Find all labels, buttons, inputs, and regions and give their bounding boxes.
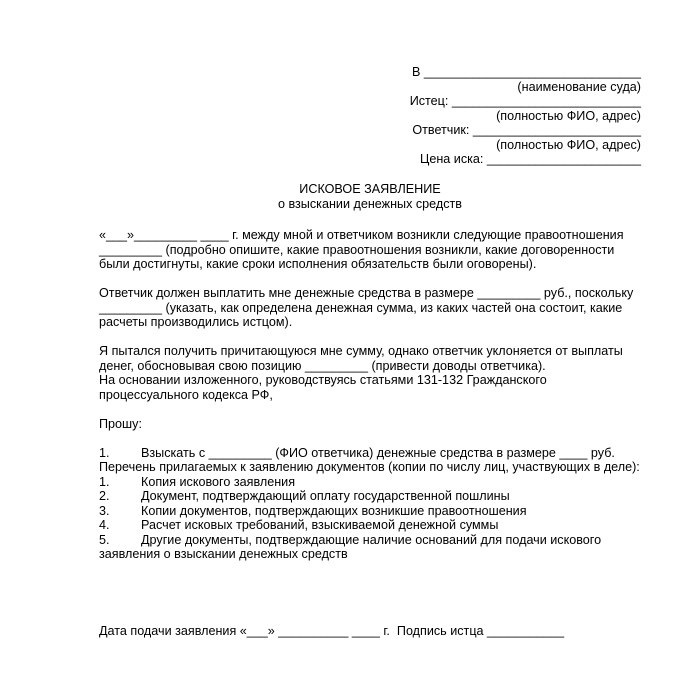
list-item bbox=[99, 504, 644, 519]
document-subtitle: о взыскании денежных средств bbox=[277, 196, 463, 211]
document-title-block bbox=[100, 182, 640, 211]
request-item-text: Взыскать с _________ (ФИО ответчика) денежные средства в размере ____ руб. bbox=[141, 445, 615, 460]
plaintiff-line: Истец: ___________________________ bbox=[409, 94, 641, 108]
request-heading: Прошу: bbox=[99, 416, 142, 431]
list-item-text: Копия искового заявления bbox=[141, 474, 296, 489]
paragraph-evasion: Я пытался получить причитающуюся мне сумму, однако ответчик уклоняется от выплаты денег, обосновывая свою позицию _________ (привести доводы ответчика). bbox=[99, 344, 623, 373]
list-item-text: Расчет исковых требований, взыскиваемой денежной суммы bbox=[141, 518, 499, 532]
document-body bbox=[99, 228, 644, 562]
document-footer: Дата подачи заявления «___» __________ ____ г. Подпись истца ___________ bbox=[99, 624, 565, 638]
attachments-list bbox=[99, 475, 644, 562]
list-item-text: Копии документов, подтверждающих возникшие правоотношения bbox=[141, 503, 527, 518]
list-item-number: 3. bbox=[99, 503, 110, 518]
list-item-wrapped bbox=[99, 533, 644, 562]
attachments-intro: Перечень прилагаемых к заявлению документов (копии по числу лиц, участвующих в деле): bbox=[99, 460, 640, 474]
paragraph-legal-basis: На основании изложенного, руководствуясь статьями 131-132 Гражданского процессуального кодекса РФ, bbox=[99, 373, 547, 402]
defendant-line: Ответчик: ________________________ bbox=[412, 123, 641, 137]
list-item-text: Другие документы, подтверждающие наличие оснований для подачи искового заявления о взыскании денежных средств bbox=[99, 532, 602, 561]
request-item bbox=[99, 446, 644, 461]
list-item-number: 5. bbox=[99, 532, 110, 547]
list-item-number: 4. bbox=[99, 518, 110, 532]
paragraph-relations: «___»_________ ____ г. между мной и ответчиком возникли следующие правоотношения _________ (подробно опишите, какие правоотношения возникли, какие договоренности были достигнуты, какие сроки исполнения обязательств были оговорены). bbox=[99, 228, 624, 271]
court-line: В _______________________________ bbox=[411, 65, 641, 79]
document-title: ИСКОВОЕ ЗАЯВЛЕНИЕ bbox=[299, 182, 441, 196]
list-item-number: 1. bbox=[99, 474, 110, 489]
court-hint: (наименование суда) bbox=[517, 79, 641, 94]
claim-price-line: Цена иска: ______________________ bbox=[420, 152, 641, 166]
list-item bbox=[99, 489, 644, 504]
list-item bbox=[99, 475, 644, 490]
list-item-number: 2. bbox=[99, 489, 110, 503]
paragraph-amount: Ответчик должен выплатить мне денежные средства в размере _________ руб., поскольку _________ (указать, как определена денежная сумма, из каких частей она состоит, какие расчеты производились истцом). bbox=[99, 286, 634, 329]
list-item bbox=[99, 518, 644, 533]
request-item-number: 1. bbox=[99, 445, 110, 460]
defendant-hint: (полностью ФИО, адрес) bbox=[496, 137, 641, 152]
document-header bbox=[341, 65, 641, 167]
list-item-text: Документ, подтверждающий оплату государственной пошлины bbox=[141, 489, 510, 503]
plaintiff-hint: (полностью ФИО, адрес) bbox=[496, 108, 641, 123]
